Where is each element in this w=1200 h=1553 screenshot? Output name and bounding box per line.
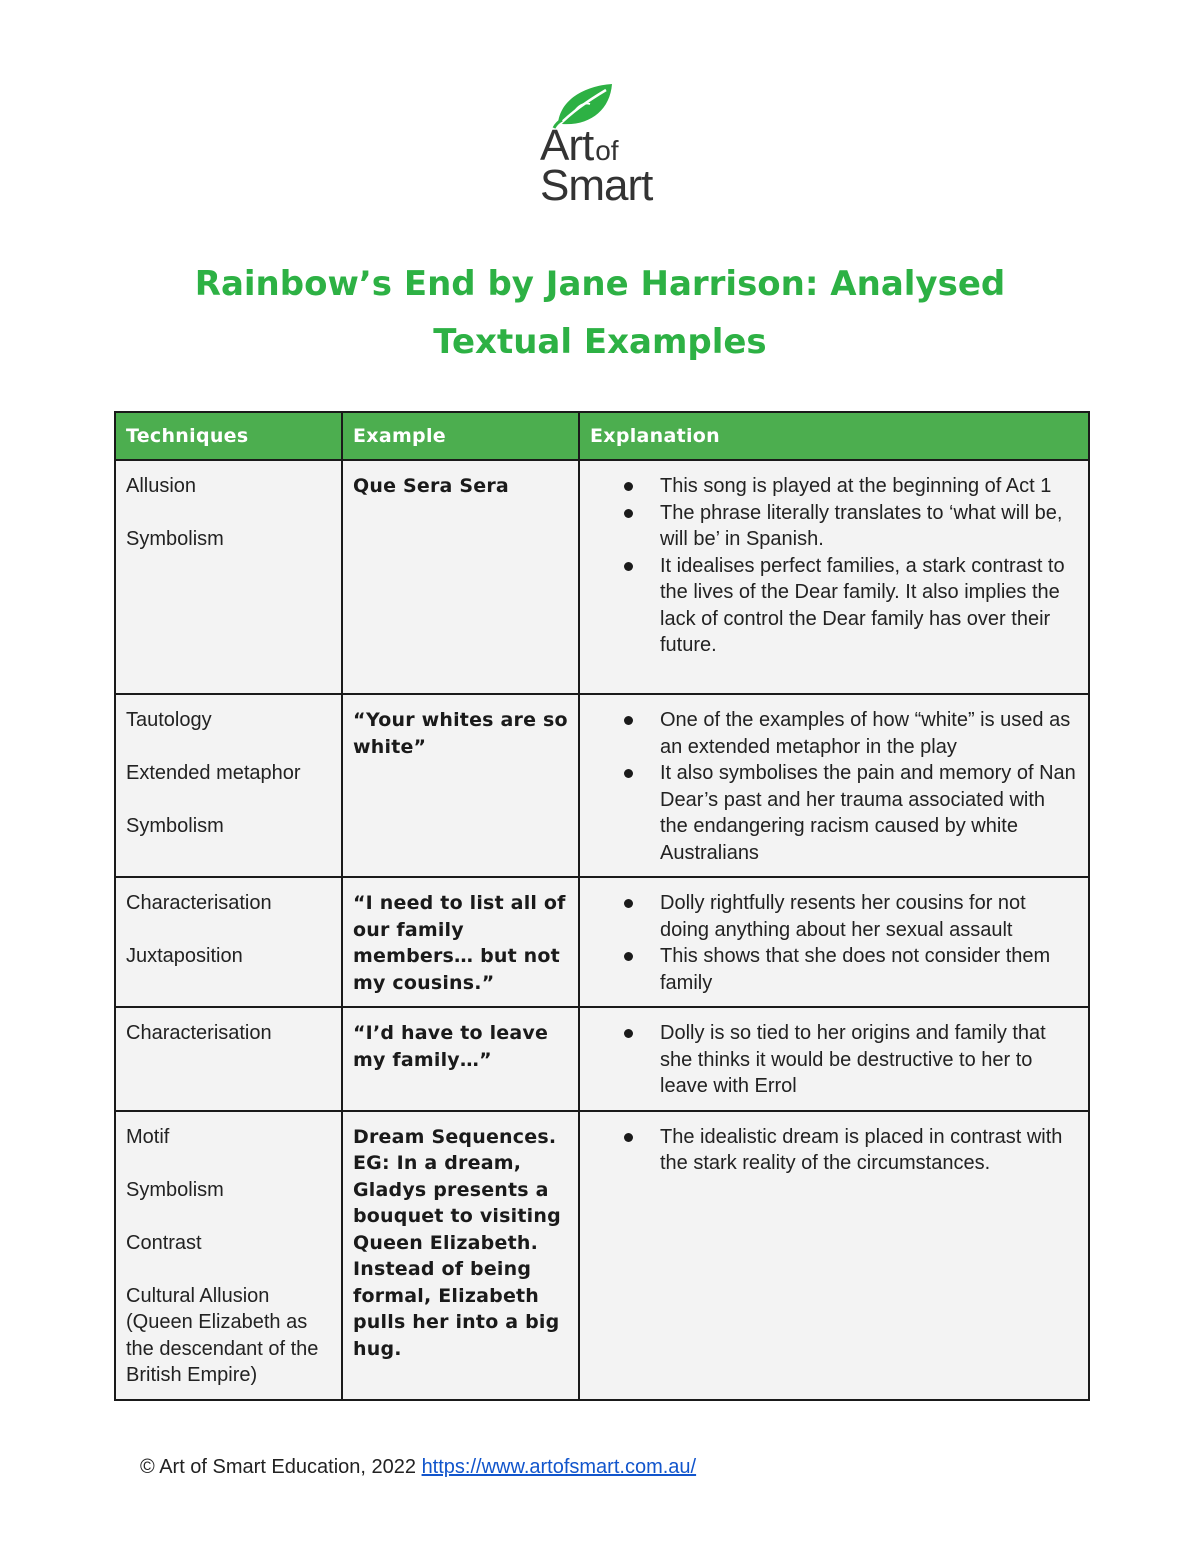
explanation-text: The idealistic dream is placed in contrast with the stark reality of the circumstances. [660,1125,1063,1174]
explanation-item [660,500,1078,553]
explanation-list [590,473,1078,659]
explanation-text: It idealises perfect families, a stark contrast to the lives of the Dear family. It also implies the lack of control the Dear family has over their future. [660,554,1065,656]
technique-item: Juxtaposition [126,945,243,967]
table-row [115,1007,1089,1111]
table-header-row [115,412,1089,460]
technique-item: Contrast [126,1231,202,1254]
explanation-cell [579,877,1089,1007]
table-row [115,694,1089,877]
technique-item: Symbolism [126,528,224,550]
technique-item: Cultural Allusion (Queen Elizabeth as the descendant of the British Empire) [126,1284,319,1386]
technique-item: Characterisation [126,892,272,914]
bullet-icon [624,716,633,725]
explanation-item [660,1020,1078,1100]
techniques-cell [115,877,342,1007]
technique-item: Symbolism [126,1178,224,1201]
example-cell: Que Sera Sera [342,460,579,694]
technique-item: Motif [126,1125,170,1148]
techniques-cell [115,1007,342,1111]
explanation-text: It also symbolises the pain and memory of Nan Dear’s past and her trauma associated with the endangering racism caused by white Australians [660,762,1076,864]
footer [140,1456,696,1479]
bullet-icon [624,509,633,518]
header-example: Example [342,412,579,460]
logo-smart-text: Smart [540,161,653,210]
explanation-item [660,1124,1078,1177]
bullet-icon [624,769,633,778]
brand-logo [540,82,665,212]
bullet-icon [624,1133,633,1142]
explanation-text: One of the examples of how “white” is used as an extended metaphor in the play [660,709,1071,758]
analysis-table [114,411,1090,1401]
explanation-item [660,760,1078,866]
explanation-item [660,553,1078,659]
techniques-cell [115,460,342,694]
explanation-item [660,707,1078,760]
analysis-table-container [114,411,1088,1401]
explanation-text: This shows that she does not consider them family [660,945,1051,994]
explanation-text: Dolly is so tied to her origins and family that she thinks it would be destructive to her to leave with Errol [660,1022,1046,1097]
page-title-line2: Textual Examples [433,322,767,362]
explanation-list [590,707,1078,866]
logo-wordmark [540,121,653,210]
explanation-item [660,943,1078,996]
techniques-cell [115,1111,342,1400]
explanation-text: This song is played at the beginning of Act 1 [660,475,1052,497]
explanation-list [590,1124,1078,1177]
example-cell: “I’d have to leave my family…” [342,1007,579,1111]
page-title [100,255,1100,371]
table-body [115,460,1089,1400]
explanation-text: The phrase literally translates to ‘what will be, will be’ in Spanish. [660,501,1063,550]
bullet-icon [624,482,633,491]
technique-item: Extended metaphor [126,762,301,784]
example-cell: “I need to list all of our family members… but not my cousins.” [342,877,579,1007]
logo-of-text: of [595,135,619,166]
technique-item: Allusion [126,475,197,497]
explanation-cell [579,1007,1089,1111]
footer-copyright: © Art of Smart Education, 2022 [140,1456,422,1478]
table-row [115,460,1089,694]
bullet-icon [624,952,633,961]
bullet-icon [624,562,633,571]
bullet-icon [624,1029,633,1038]
bullet-icon [624,899,633,908]
explanation-cell [579,460,1089,694]
header-explanation: Explanation [579,412,1089,460]
explanation-item [660,890,1078,943]
explanation-cell [579,1111,1089,1400]
explanation-list [590,890,1078,996]
page-title-line1: Rainbow’s End by Jane Harrison: Analysed [194,264,1006,304]
header-techniques: Techniques [115,412,342,460]
technique-item: Symbolism [126,815,224,837]
techniques-cell [115,694,342,877]
technique-item: Characterisation [126,1022,272,1044]
table-row [115,877,1089,1007]
logo-art-text: Art [540,121,594,170]
footer-website-link[interactable]: https://www.artofsmart.com.au/ [421,1456,697,1478]
explanation-list [590,1020,1078,1100]
explanation-item [660,473,1078,500]
explanation-text: Dolly rightfully resents her cousins for not doing anything about her sexual assault [660,892,1026,941]
explanation-cell [579,694,1089,877]
table-row [115,1111,1089,1400]
example-cell: “Your whites are so white” [342,694,579,877]
technique-item: Tautology [126,709,212,731]
example-cell: Dream Sequences. EG: In a dream, Gladys presents a bouquet to visiting Queen Elizabeth. Instead of being formal, Elizabeth pulls her into a big hug. [342,1111,579,1400]
